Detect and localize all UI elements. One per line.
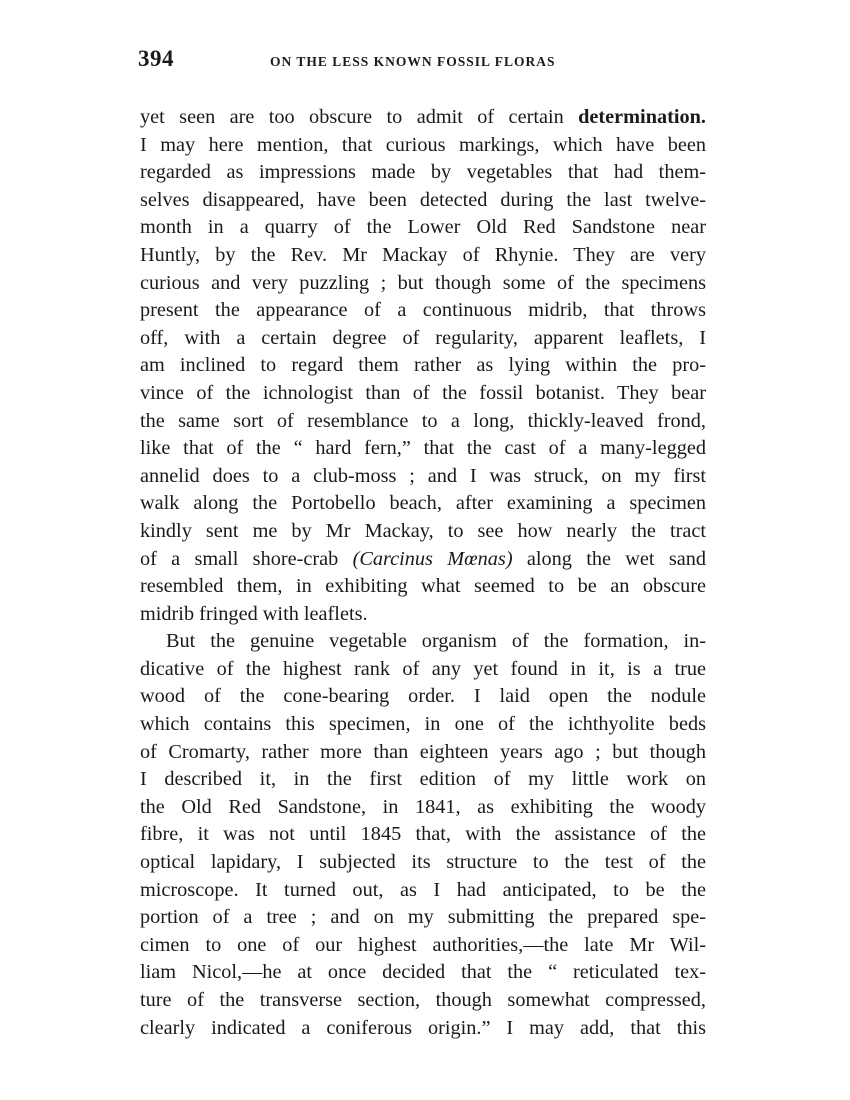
text-line: which contains this specimen, in one of the ichthyolite beds: [140, 713, 706, 736]
text-line: curious and very puzzling ; but though some of the specimens: [140, 271, 706, 294]
text-line: like that of the “ hard fern,” that the cast of a many-legged: [140, 437, 706, 460]
page-header: [138, 46, 710, 78]
text-line: cimen to one of our highest authorities,—the late Mr Wil-: [140, 933, 706, 956]
text-segment: along the wet sand: [512, 547, 706, 570]
text-line: midrib fringed with leaflets.: [140, 602, 368, 625]
text-segment: of a small shore-crab: [140, 547, 353, 570]
text-line: fibre, it was not until 1845 that, with the assistance of the: [140, 823, 706, 846]
text-line: vince of the ichnologist than of the fossil botanist. They bear: [140, 381, 706, 404]
text-line: dicative of the highest rank of any yet found in it, is a true: [140, 657, 706, 680]
text-line: the Old Red Sandstone, in 1841, as exhibiting the woody: [140, 795, 706, 818]
text-segment: yet seen are too obscure to admit of certain: [140, 106, 579, 128]
body-text: [140, 104, 706, 1042]
text-line: portion of a tree ; and on my submitting the prepared spe-: [140, 906, 706, 929]
text-line: microscope. It turned out, as I had anticipated, to be the: [140, 878, 706, 901]
text-line: [140, 104, 706, 132]
text-line: month in a quarry of the Lower Old Red Sandstone near: [140, 216, 706, 239]
paragraph-2: [140, 628, 706, 1042]
text-line: the same sort of resemblance to a long, thickly-leaved frond,: [140, 409, 706, 432]
text-line: am inclined to regard them rather as lying within the pro-: [140, 354, 706, 377]
text-line: of Cromarty, rather more than eighteen years ago ; but though: [140, 740, 706, 763]
text-line: resembled them, in exhibiting what seemed to be an obscure: [140, 575, 706, 598]
text-line: present the appearance of a continuous midrib, that throws: [140, 299, 706, 322]
species-name: (Carcinus Mœnas): [352, 547, 513, 570]
text-line: I described it, in the first edition of my little work on: [140, 768, 706, 791]
text-line: optical lapidary, I subjected its structure to the test of the: [140, 851, 706, 874]
text-line: liam Nicol,—he at once decided that the “ reticulated tex-: [140, 961, 706, 984]
text-line: kindly sent me by Mr Mackay, to see how nearly the tract: [140, 519, 706, 542]
text-line: annelid does to a club-moss ; and I was struck, on my first: [140, 464, 706, 487]
text-line: walk along the Portobello beach, after examining a specimen: [140, 492, 706, 515]
running-head: ON THE LESS KNOWN FOSSIL FLORAS: [270, 54, 556, 69]
text-line: But the genuine vegetable organism of the formation, in-: [166, 630, 706, 653]
text-line: [140, 546, 706, 574]
text-line: selves disappeared, have been detected during the last twelve-: [140, 188, 706, 211]
text-line: wood of the cone-bearing order. I laid open the nodule: [140, 685, 706, 708]
paragraph-1: [140, 104, 706, 628]
page-number: 394: [138, 46, 174, 71]
text-line: Huntly, by the Rev. Mr Mackay of Rhynie. They are very: [140, 243, 706, 266]
emphasized-word: determination.: [578, 106, 706, 128]
text-line: off, with a certain degree of regularity, apparent leaflets, I: [140, 326, 706, 349]
text-line: ture of the transverse section, though somewhat compressed,: [140, 989, 706, 1011]
text-line: clearly indicated a coniferous origin.” I may add, that this: [140, 1016, 706, 1039]
text-line: I may here mention, that curious markings, which have been: [140, 133, 706, 156]
text-line: regarded as impressions made by vegetables that had them-: [140, 161, 706, 184]
